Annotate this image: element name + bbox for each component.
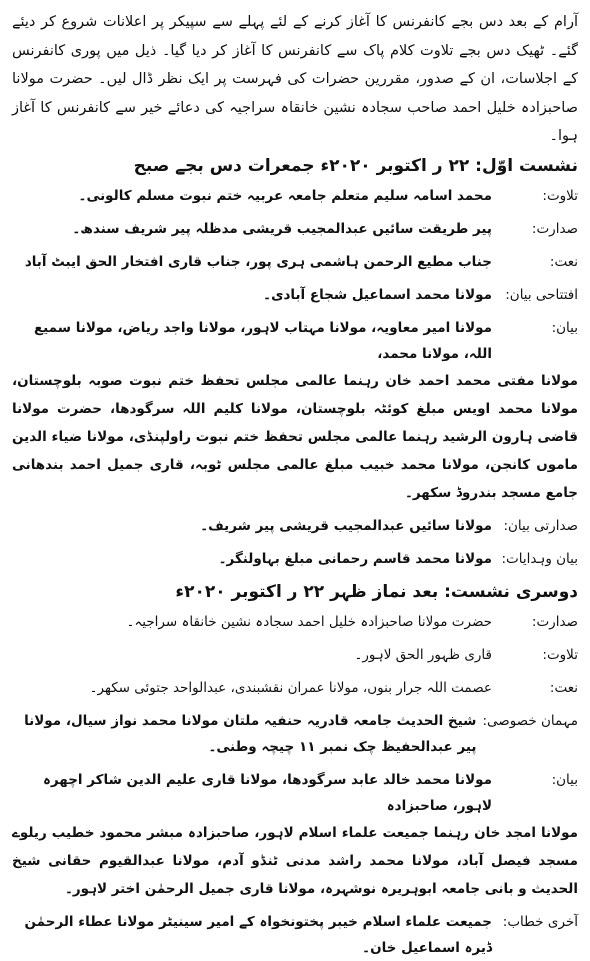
session-1-presidential-speech-row [12,513,578,539]
row-label: افتتاحی بیان: [505,286,578,303]
row-label: نعت: [549,253,578,270]
row-value: عصمت اللہ جرار بنوں، مولانا عمران نقشبندی، عبدالواحد جتوئی سکھر۔ [89,679,492,696]
intro-paragraph: آرام کے بعد دس بجے کانفرنس کا آغاز کرنے کے لئے پہلے سے سپیکر پر اعلانات شروع کر دیئے گئے۔ ٹھیک دس بجے تلاوت کلام پاک سے کانفرنس کا آغاز کر دیا گیا۔ ذیل میں پوری کانفرنس کے اجلاسات، ان کے صدور، مقررین حضرات کی فہرست پر ایک نظر ڈال لیں۔ حضرت مولانا صاحبزادہ خلیل احمد صاحب سجادہ نشین خانقاہ سراجیہ کی دعائے خیر سے کانفرنس کا آغاز ہوا۔ [12,14,578,144]
row-label: صدارت: [531,220,578,237]
session-2-naat-row [12,675,578,701]
speeches-continued: مولانا مفتی محمد احمد خان رہنما عالمی مجلس تحفظ ختم نبوت صوبہ بلوچستان، مولانا محمد اویس مبلغ کوئٹہ بلوچستان، مولانا کلیم اللہ سرگودھا، حضرت مولانا قاضی ہارون الرشید رہنما عالمی مجلس تحفظ ختم نبوت راولپنڈی، مولانا ضیاء الدین ماموں کانجن، مولانا محمد خبیب مبلغ عالمی مجلس ٹوبہ، قاری جمیل احمد بندھانی جامع مسجد بندروڈ سکھر۔ [12,372,578,501]
row-label: بیان: [551,319,578,336]
row-label: بیان وہدایات: [501,550,578,567]
row-value: جمیعت علماء اسلام خیبر پختونخواہ کے امیر سینیٹر مولانا عطاء الرحمٰن ڈیرہ اسماعیل خان۔ [24,913,492,956]
row-label: مہمان خصوصی: [482,712,578,729]
row-value: پیر طریقت سائیں عبدالمجیب قریشی مدظلہ پیر شریف سندھ۔ [72,220,492,237]
session-1-naat-row [12,249,578,275]
row-value: مولانا محمد خالد عابد سرگودھا، مولانا قاری علیم الدین شاکر اچھرہ لاہور، صاحبزادہ [42,771,492,814]
row-value: شیخ الحدیث جامعہ قادریہ حنفیہ ملتان مولانا محمد نواز سیال، مولانا پیر عبدالحفیظ چک نمبر ۱۱ چیچہ وطنی۔ [24,712,477,755]
row-value: قاری ظہور الحق لاہور۔ [354,646,492,663]
row-value: مولانا محمد اسماعیل شجاع آبادی۔ [263,286,492,303]
row-value: محمد اسامہ سلیم متعلم جامعہ عربیہ ختم نبوت مسلم کالونی۔ [78,187,492,204]
row-label: آخری خطاب: [502,913,578,930]
session-1-title: نشست اوّل: ۲۲ ر اکتوبر ۲۰۲۰ء جمعرات دس بجے صبح [133,155,578,176]
session-1-recitation-row [12,183,578,209]
session-2-title: دوسری نشست: بعد نماز ظہر ۲۲ ر اکتوبر ۲۰۲۰ء [175,581,578,602]
row-value: مولانا سائیں عبدالمجیب قریشی پیر شریف۔ [200,517,492,534]
row-value: حضرت مولانا صاحبزادہ خلیل احمد سجادہ نشین خانقاہ سراجیہ۔ [126,613,492,630]
speeches-continued: مولانا امجد خان رہنما جمیعت علماء اسلام لاہور، صاحبزادہ مبشر محمود خطیب ریلوے مسجد فیصل آباد، مولانا محمد راشد مدنی ٹنڈو آدم، مولانا عبدالقیوم حقانی شیخ الحدیث و بانی جامعہ ابوہریرہ نوشہرہ، مولانا قاری جمیل الرحمٰن اختر لاہور۔ [12,824,578,897]
row-label: بیان: [551,771,578,788]
session-1-guidance-row [12,546,578,572]
row-value: جناب مطیع الرحمن ہاشمی ہری پور، جناب قاری افتخار الحق ایبٹ آباد [24,253,492,270]
session-1-presidency-row [12,216,578,242]
session-2-final-address-row [12,909,578,961]
row-value: مولانا محمد قاسم رحمانی مبلغ بہاولنگر۔ [218,550,492,567]
row-label: تلاوت: [542,187,578,204]
session-2-chief-guest-row [12,708,578,760]
speeches-first-line [12,767,578,819]
session-1-opening-speech-row [12,282,578,308]
session-2-presidency-row [12,609,578,635]
session-2-recitation-row [12,642,578,668]
row-value: مولانا امیر معاویہ، مولانا مہتاب لاہور، مولانا واجد ریاض، مولانا سمیع اللہ، مولانا محمد، [33,319,492,362]
speeches-first-line [12,315,578,367]
row-label: صدارت: [531,613,578,630]
session-1-speeches-block [12,315,578,507]
session-2-speeches-block [12,767,578,903]
row-label: نعت: [549,679,578,696]
row-label: تلاوت: [542,646,578,663]
row-label: صدارتی بیان: [503,517,578,534]
